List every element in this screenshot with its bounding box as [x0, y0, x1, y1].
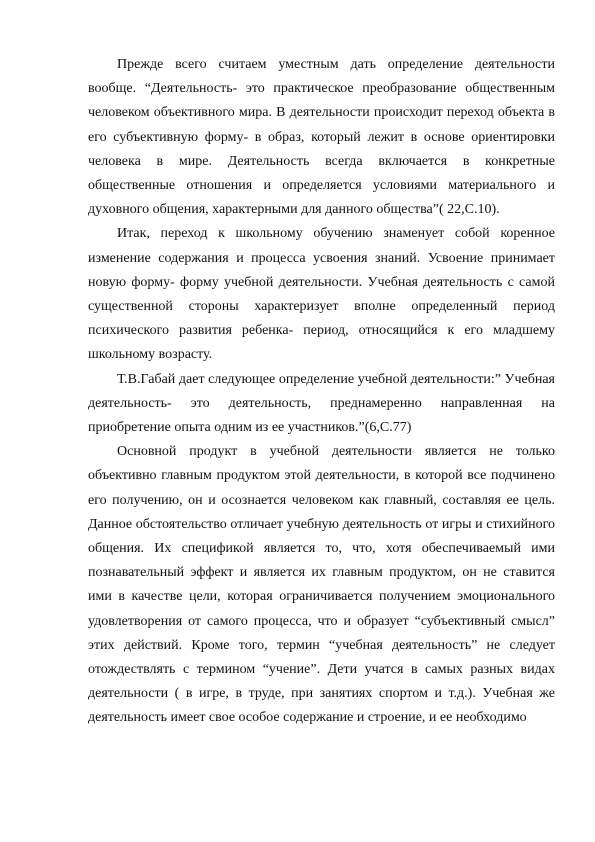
paragraph-activity-definition: Прежде всего считаем уместным дать определение деятельности вообще. “Деятельность- это практическое преобразование общественным человеком объективного мира. В деятельности происходит переход объекта в его субъективную форму- в образ, который лежит в основе ориентировки человека в мире. Деятельность всегда включается в конкретные общественные отношения и определяется условиями материального и духовного общения, характерными для данного общества”( 22,С.10).	[88, 57, 555, 218]
paragraph-school-transition: Итак, переход к школьному обучению знаменует собой коренное изменение содержания и процесса усвоения знаний. Усвоение принимает новую форму- форму учебной деятельности. Учебная деятельность с самой существенной стороны характеризует вполне определенный период психического развития ребенка- период, относящийся к его младшему школьному возрасту.	[88, 226, 555, 363]
paragraph-main-product: Основной продукт в учебной деятельности является не только объективно главным продуктом этой деятельности, в которой все подчинено его получению, он и осознается человеком как главный, составляя ее цель. Данное обстоятельство отличает учебную деятельность от игры и стихийного общения. Их спецификой является то, что, хотя обеспечиваемый ими познавательный эффект и является их главным продуктом, он не ставится ими в качестве цели, которая ограничивается получением эмоционального удовлетворения от самого процесса, что и образует “субъективный смысл” этих действий. Кроме того, термин “учебная деятельность” не следует отождествлять с термином “учение”. Дети учатся в самых разных видах деятельности ( в игре, в труде, при занятиях спортом и т.д.). Учебная же деятельность имеет свое особое содержание и строение, и ее необходимо	[88, 444, 555, 726]
paragraph-gabay-definition: Т.В.Габай дает следующее определение учебной деятельности:” Учебная деятельность- это деятельность, преднамеренно направленная на приобретение опыта одним из ее участников.”(6,С.77)	[88, 371, 555, 436]
document-body	[88, 53, 555, 731]
